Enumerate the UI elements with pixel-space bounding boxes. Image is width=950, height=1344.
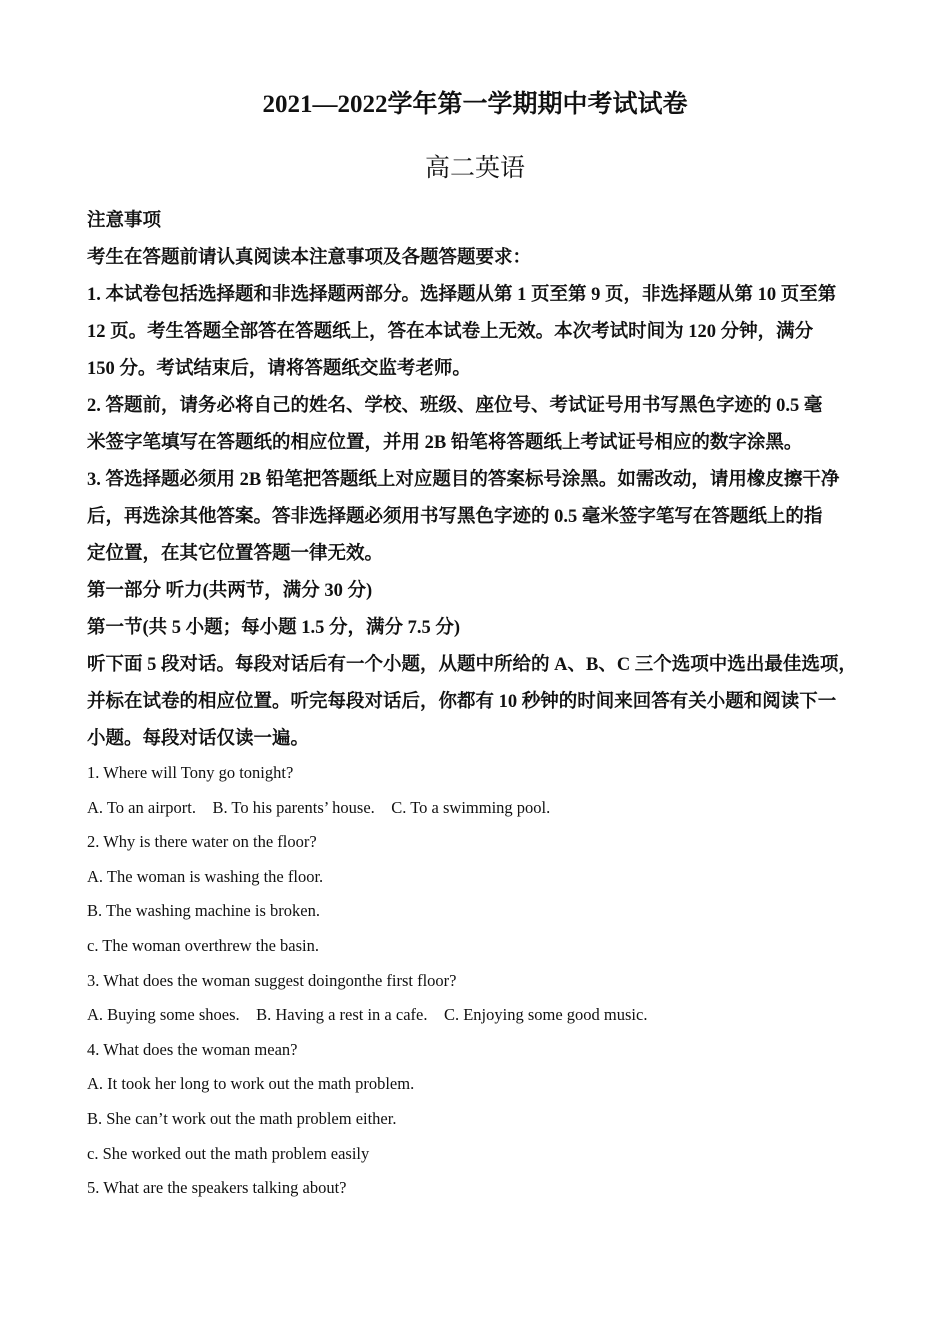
notice-heading: 注意事项: [87, 211, 162, 231]
exam-subject: 高二英语: [424, 155, 525, 182]
notice-item-3-line: 3. 答选择题必须用 2B 铅笔把答题纸上对应题目的答案标号涂黑。如需改动，请用橡皮擦干净: [87, 470, 840, 490]
listening-instructions-line: 小题。每段对话仅读一遍。: [87, 729, 310, 749]
question-2: 2. Why is there water on the floor?: [87, 832, 317, 852]
question-5: 5. What are the speakers talking about?: [87, 1178, 347, 1198]
question-1-options: A. To an airport. B. To his parents’ house. C. To a swimming pool.: [87, 797, 551, 817]
notice-item-3-line: 定位置，在其它位置答题一律无效。: [87, 544, 384, 564]
notice-item-1-line: 150 分。考试结束后，请将答题纸交监考老师。: [87, 359, 471, 379]
question-list: [87, 756, 877, 1206]
part-1-heading: 第一部分 听力(共两节，满分 30 分): [87, 581, 373, 601]
question-4: 4. What does the woman mean?: [87, 1039, 298, 1059]
question-2-option-a: A. The woman is washing the floor.: [87, 866, 324, 886]
question-4-option-b: B. She can’t work out the math problem either.: [87, 1108, 397, 1128]
section-1-heading: 第一节(共 5 小题；每小题 1.5 分，满分 7.5 分): [87, 618, 461, 638]
question-1: 1. Where will Tony go tonight?: [87, 763, 294, 782]
notice-intro: 考生在答题前请认真阅读本注意事项及各题答题要求：: [87, 248, 532, 268]
listening-instructions-line: 并标在试卷的相应位置。听完每段对话后，你都有 10 秒钟的时间来回答有关小题和阅读下一: [87, 692, 837, 712]
listening-instructions-line: 听下面 5 段对话。每段对话后有一个小题，从题中所给的 A、B、C 三个选项中选出最佳选项，: [87, 655, 857, 675]
notice-item-2-line: 2. 答题前，请务必将自己的姓名、学校、班级、座位号、考试证号用书写黑色字迹的 0.5 毫: [87, 396, 823, 416]
question-4-option-c: c. She worked out the math problem easily: [87, 1143, 370, 1163]
question-3: 3. What does the woman suggest doingonthe first floor?: [87, 970, 457, 990]
question-4-option-a: A. It took her long to work out the math problem.: [87, 1074, 415, 1094]
question-2-option-c: c. The woman overthrew the basin.: [87, 935, 319, 955]
exam-title: 2021—2022学年第一学期期中考试试卷: [262, 91, 688, 118]
question-3-options: A. Buying some shoes. B. Having a rest in a cafe. C. Enjoying some good music.: [87, 1005, 648, 1025]
notice-item-2-line: 米签字笔填写在答题纸的相应位置，并用 2B 铅笔将答题纸上考试证号相应的数字涂黑。: [87, 433, 803, 453]
notice-item-1-line: 12 页。考生答题全部答在答题纸上，答在本试卷上无效。本次考试时间为 120 分钟，满分: [87, 322, 814, 342]
notice-item-1-line: 1. 本试卷包括选择题和非选择题两部分。选择题从第 1 页至第 9 页，非选择题从第 10 页至第: [87, 285, 837, 305]
notice-item-3-line: 后，再选涂其他答案。答非选择题必须用书写黑色字迹的 0.5 毫米签字笔写在答题纸上的指: [87, 507, 823, 527]
question-2-option-b: B. The washing machine is broken.: [87, 901, 320, 921]
notice-section: [87, 203, 877, 758]
